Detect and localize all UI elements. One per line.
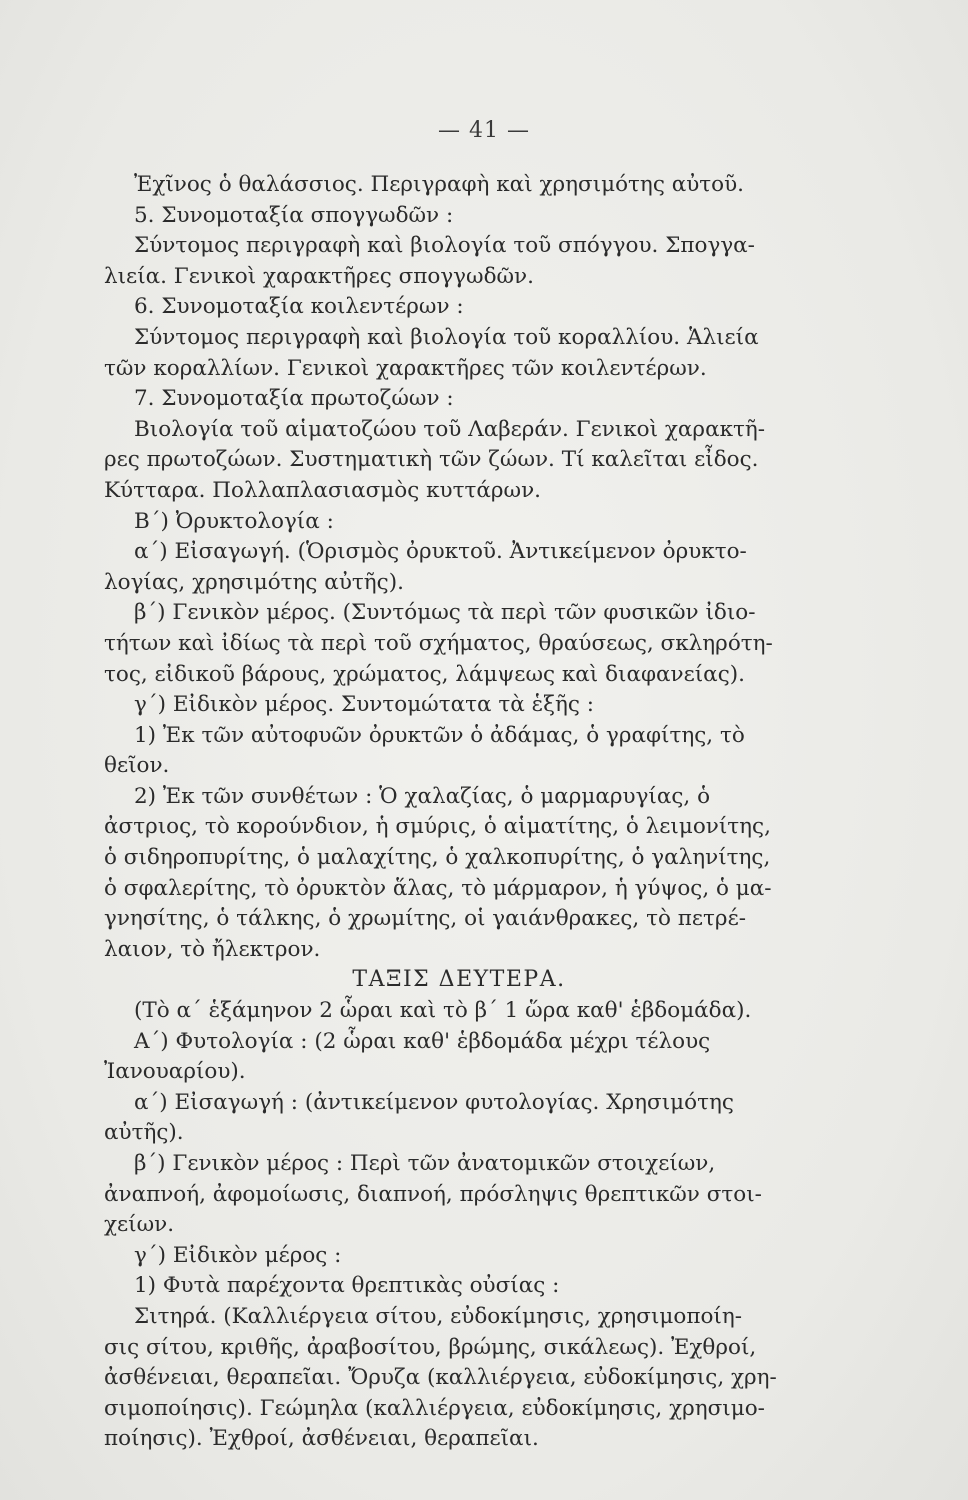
text-line: τος, εἰδικοῦ βάρους, χρώματος, λάμψεως καὶ διαφανείας). [104, 661, 745, 687]
text-line: α΄) Εἰσαγωγή : (ἀντικείμενον φυτολογίας. Χρησιμότης [134, 1089, 734, 1115]
text-line: θεῖον. [104, 753, 170, 779]
text-line: σις σίτου, κριθῆς, ἀραβοσίτου, βρώμης, σικάλεως). Ἐχθροί, [104, 1334, 757, 1360]
text-line: 5. Συνομοταξία σπογγωδῶν : [134, 202, 454, 228]
text-line: ἀσθένειαι, θεραπεῖαι. Ὄρυζα (καλλιέργεια, εὐδοκίμησις, χρη- [104, 1365, 777, 1391]
text-line: λογίας, χρησιμότης αὐτῆς). [104, 569, 404, 595]
text-line: τήτων καὶ ἰδίως τὰ περὶ τοῦ σχήματος, θραύσεως, σκληρότη- [104, 630, 773, 656]
text-line: ὁ σφαλερίτης, τὸ ὀρυκτὸν ἅλας, τὸ μάρμαρον, ἡ γύψος, ὁ μα- [104, 875, 772, 901]
text-line: λιεία. Γενικοὶ χαρακτῆρες σπογγωδῶν. [104, 263, 534, 289]
text-line: 2) Ἐκ τῶν συνθέτων : Ὁ χαλαζίας, ὁ μαρμαρυγίας, ὁ [134, 783, 711, 809]
text-line: 7. Συνομοταξία πρωτοζώων : [134, 386, 454, 412]
section-heading: ΤΑΞΙΣ ΔΕΥΤΕΡΑ. [352, 967, 566, 993]
text-line: ὁ σιδηροπυρίτης, ὁ μαλαχίτης, ὁ χαλκοπυρίτης, ὁ γαληνίτης, [104, 845, 771, 871]
body-text [104, 170, 794, 1455]
text-line: β΄) Γενικὸν μέρος : Περὶ τῶν ἀνατομικῶν στοιχείων, [134, 1151, 716, 1176]
text-line: Ἰανουαρίου). [104, 1059, 246, 1085]
text-line: Σύντομος περιγραφὴ καὶ βιολογία τοῦ κοραλλίου. Ἁλιεία [134, 324, 759, 350]
text-line: ἀστριος, τὸ κορούνδιον, ἡ σμύρις, ὁ αἱματίτης, ὁ λειμονίτης, [104, 814, 771, 840]
text-line: Α΄) Φυτολογία : (2 ὧραι καθ' ἑβδομάδα μέχρι τέλους [134, 1028, 711, 1054]
text-line: γ΄) Εἰδικὸν μέρος. Συντομώτατα τὰ ἑξῆς : [134, 692, 594, 718]
text-line: 1) Φυτὰ παρέχοντα θρεπτικὰς οὐσίας : [134, 1273, 560, 1299]
text-line: 6. Συνομοταξία κοιλεντέρων : [134, 294, 464, 320]
text-line: λαιον, τὸ ἤλεκτρον. [104, 936, 321, 962]
text-line: Σύντομος περιγραφὴ καὶ βιολογία τοῦ σπόγγου. Σπογγα- [134, 233, 755, 259]
text-line: Ἐχῖνος ὁ θαλάσσιος. Περιγραφὴ καὶ χρησιμότης αὐτοῦ. [134, 172, 745, 197]
text-line: α΄) Εἰσαγωγή. (Ὁρισμὸς ὀρυκτοῦ. Ἀντικείμενον ὀρυκτο- [134, 539, 747, 565]
text-line: Β΄) Ὀρυκτολογία : [134, 508, 334, 534]
text-line: Σιτηρά. (Καλλιέργεια σίτου, εὐδοκίμησις, χρησιμοποίη- [134, 1303, 742, 1329]
text-line: χείων. [104, 1212, 175, 1238]
text-line: Βιολογία τοῦ αἱματοζώου τοῦ Λαβεράν. Γενικοὶ χαρακτῆ- [134, 416, 766, 442]
text-line: ποίησις). Ἐχθροί, ἀσθένειαι, θεραπεῖαι. [104, 1426, 539, 1452]
text-line: γνησίτης, ὁ τάλκης, ὁ χρωμίτης, οἱ γαιάνθρακες, τὸ πετρέ- [104, 906, 746, 932]
page-number: — 41 — [438, 118, 530, 143]
text-line: τῶν κοραλλίων. Γενικοὶ χαρακτῆρες τῶν κοιλεντέρων. [104, 355, 707, 381]
text-line: γ΄) Εἰδικὸν μέρος : [134, 1242, 342, 1268]
text-line: 1) Ἐκ τῶν αὐτοφυῶν ὀρυκτῶν ὁ ἀδάμας, ὁ γραφίτης, τὸ [134, 722, 745, 748]
text-line: β΄) Γενικὸν μέρος. (Συντόμως τὰ περὶ τῶν φυσικῶν ἰδιο- [134, 600, 756, 626]
text-line: ἀναπνοή, ἀφομοίωσις, διαπνοή, πρόσληψις θρεπτικῶν στοι- [104, 1181, 762, 1207]
text-line: σιμοποίησις). Γεώμηλα (καλλιέργεια, εὐδοκίμησις, χρησιμο- [104, 1395, 765, 1421]
text-line: Κύτταρα. Πολλαπλασιασμὸς κυττάρων. [104, 477, 541, 503]
text-line: ρες πρωτοζώων. Συστηματικὴ τῶν ζώων. Τί καλεῖται εἶδος. [104, 447, 759, 473]
text-line: (Τὸ α΄ ἑξάμηνον 2 ὧραι καὶ τὸ β΄ 1 ὥρα καθ' ἑβδομάδα). [134, 998, 752, 1024]
text-line: αὐτῆς). [104, 1120, 184, 1146]
